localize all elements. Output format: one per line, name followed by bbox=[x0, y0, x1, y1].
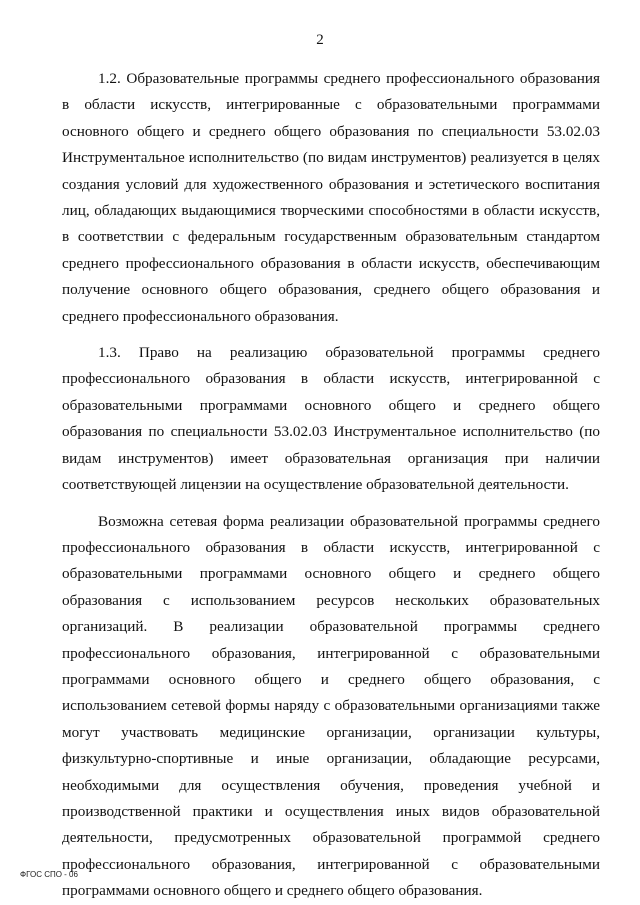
paragraph-network-form: Возможна сетевая форма реализации образовательной программы среднего профессионального образования в области искусств, интегрированной с образовательными программами основного общего и среднего общего образования с использованием ресурсов нескольких образовательных организаций. В реализации образовательной программы среднего профессионального образования, интегрированной с образовательными программами основного общего и среднего общего образования, с использованием сетевой формы наряду с образовательными организациями также могут участвовать медицинские организации, организации культуры, физкультурно-спортивные и иные организации, обладающие ресурсами, необходимыми для осуществления обучения, проведения учебной и производственной практики и осуществления иных видов образовательной деятельности, предусмотренных образовательной программой среднего профессионального образования, интегрированной с образовательными программами основного общего и среднего общего образования. bbox=[62, 512, 600, 900]
paragraph-1-2: 1.2. Образовательные программы среднего профессионального образования в области искусств, интегрированные с образовательными программами основного общего и среднего общего образования по специальности 53.02.03 Инструментальное исполнительство (по видам инструментов) реализуется в целях создания условий для художественного образования и эстетического воспитания лиц, обладающих выдающимися творческими способностями в области искусств, в соответствии с федеральным государственным образовательным стандартом среднего профессионального образования в области искусств, обеспечивающим получение основного общего образования, среднего общего образования и среднего профессионального образования. bbox=[62, 70, 600, 325]
document-body bbox=[62, 66, 600, 905]
paragraph-1-3: 1.3. Право на реализацию образовательной программы среднего профессионального образования в области искусств, интегрированной с образовательными программами основного общего и среднего общего образования по специальности 53.02.03 Инструментальное исполнительство (по видам инструментов) имеет образовательная организация при наличии соответствующей лицензии на осуществление образовательной деятельности. bbox=[62, 344, 600, 494]
page-number: 2 bbox=[316, 32, 324, 48]
footer-document-code: ФГОС СПО - 06 bbox=[20, 870, 78, 879]
